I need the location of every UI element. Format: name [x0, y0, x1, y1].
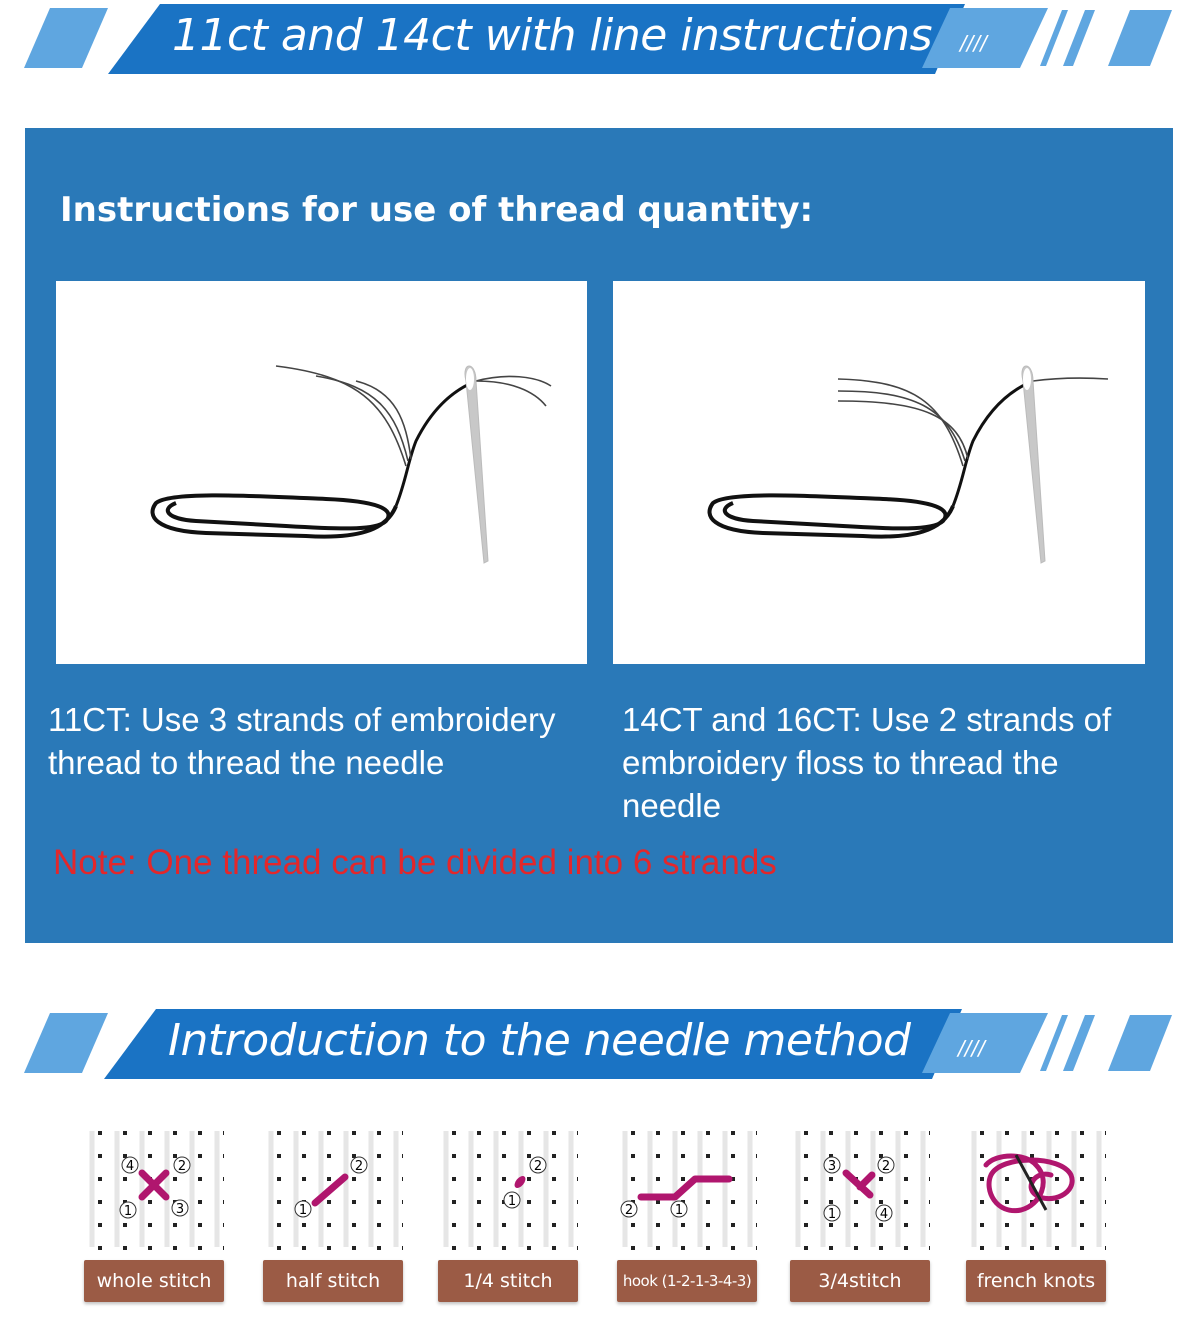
stitch-line	[641, 1179, 729, 1197]
stitch-label: hook (1-2-1-3-4-3)	[617, 1260, 757, 1302]
fabric-hole	[552, 1131, 556, 1135]
fabric-hole	[829, 1177, 833, 1181]
thread-main	[953, 381, 1033, 506]
fabric-hole	[804, 1223, 808, 1227]
fabric-hole	[1080, 1200, 1084, 1204]
fabric-hole	[352, 1223, 356, 1227]
fabric-hole	[756, 1131, 757, 1135]
fabric-hole	[879, 1131, 883, 1135]
fabric-hole	[327, 1177, 331, 1181]
fabric-hole	[98, 1154, 102, 1158]
fabric-hole	[452, 1223, 456, 1227]
thread-instructions-panel	[25, 128, 1173, 943]
fabric-hole	[706, 1223, 710, 1227]
mark-2	[878, 1157, 894, 1174]
fabric-hole	[552, 1154, 556, 1158]
fabric-hole	[731, 1223, 735, 1227]
fabric-hole	[198, 1200, 202, 1204]
fabric-hole	[854, 1246, 858, 1250]
fabric-hole	[1055, 1154, 1059, 1158]
fabric-hole	[804, 1154, 808, 1158]
fabric-hole	[706, 1200, 710, 1204]
whole-stitch-diagram-icon	[84, 1125, 224, 1255]
banner-slash	[1108, 1015, 1172, 1071]
fabric-hole	[980, 1154, 984, 1158]
fabric-hole	[98, 1131, 102, 1135]
french-knot-diagram-icon	[966, 1125, 1106, 1255]
stitch-quarter	[438, 1125, 578, 1303]
fabric-hole	[656, 1177, 660, 1181]
fabric-hole	[173, 1154, 177, 1158]
needle-icon	[1022, 366, 1045, 563]
banner-slash-text: ////	[960, 31, 987, 55]
svg-text:4: 4	[879, 1207, 889, 1222]
fabric-hole	[302, 1131, 306, 1135]
fabric-hole	[854, 1154, 858, 1158]
fabric-hole	[327, 1223, 331, 1227]
fabric-hole	[477, 1223, 481, 1227]
quarter-stitch-diagram-icon	[438, 1125, 578, 1255]
banner-slash-text: ////	[958, 1036, 985, 1060]
stitch-three-quarter	[790, 1125, 930, 1303]
fabric-hole	[929, 1131, 930, 1135]
fabric-hole	[1005, 1246, 1009, 1250]
fabric-hole	[731, 1131, 735, 1135]
needle-thread-2-strands-icon	[613, 281, 1145, 664]
fabric-hole	[527, 1223, 531, 1227]
fabric-hole	[1030, 1246, 1034, 1250]
fabric-hole	[98, 1246, 102, 1250]
svg-text:4: 4	[125, 1159, 135, 1174]
stitch-whole	[84, 1125, 224, 1303]
svg-text:1: 1	[507, 1194, 517, 1209]
mark-1	[120, 1202, 136, 1219]
fabric-hole	[929, 1223, 930, 1227]
fabric-hole	[577, 1154, 578, 1158]
fabric-hole	[879, 1223, 883, 1227]
fabric-hole	[1005, 1200, 1009, 1204]
fabric-hole	[1005, 1131, 1009, 1135]
fabric-hole	[502, 1177, 506, 1181]
fabric-hole	[173, 1131, 177, 1135]
svg-text:1: 1	[298, 1203, 308, 1218]
fabric-hole	[98, 1177, 102, 1181]
fabric-hole	[223, 1131, 224, 1135]
banner-slash	[1108, 10, 1172, 66]
strand	[1033, 378, 1108, 381]
fabric-hole	[577, 1223, 578, 1227]
fabric-hole	[706, 1246, 710, 1250]
strand	[356, 381, 411, 459]
fabric-hole	[552, 1200, 556, 1204]
fabric-hole	[656, 1246, 660, 1250]
fabric-hole	[929, 1154, 930, 1158]
fabric-hole	[477, 1177, 481, 1181]
svg-text:1: 1	[674, 1203, 684, 1218]
fabric-hole	[302, 1177, 306, 1181]
fabric-hole	[223, 1223, 224, 1227]
svg-text:1: 1	[123, 1204, 133, 1219]
fabric-hole	[477, 1131, 481, 1135]
fabric-hole	[148, 1154, 152, 1158]
fabric-hole	[402, 1177, 403, 1181]
fabric-hole	[879, 1200, 883, 1204]
fabric-hole	[452, 1177, 456, 1181]
fabric-hole	[277, 1177, 281, 1181]
fabric-hole	[173, 1177, 177, 1181]
fabric-hole	[123, 1177, 127, 1181]
fabric-hole	[527, 1246, 531, 1250]
fabric-hole	[631, 1246, 635, 1250]
stitch-label: whole stitch	[84, 1260, 224, 1302]
fabric-hole	[577, 1200, 578, 1204]
fabric-hole	[327, 1154, 331, 1158]
fabric-hole	[854, 1223, 858, 1227]
strand	[316, 376, 408, 461]
fabric-hole	[302, 1223, 306, 1227]
fabric-hole	[173, 1223, 177, 1227]
fabric-hole	[1030, 1131, 1034, 1135]
fabric-hole	[377, 1200, 381, 1204]
svg-text:3: 3	[827, 1159, 837, 1174]
fabric-hole	[402, 1131, 403, 1135]
fabric-hole	[1055, 1131, 1059, 1135]
mark-2	[174, 1157, 190, 1174]
banner-slash	[1063, 10, 1095, 66]
note-text: Note: One thread can be divided into 6 strands	[53, 843, 777, 882]
fabric-hole	[123, 1223, 127, 1227]
mark-1	[824, 1205, 840, 1222]
fabric-hole	[223, 1154, 224, 1158]
section-title: Introduction to the needle method	[168, 1015, 911, 1066]
fabric-hole	[929, 1246, 930, 1250]
header-banner	[0, 0, 1194, 80]
fabric-hole	[854, 1131, 858, 1135]
fabric-hole	[1080, 1177, 1084, 1181]
stitch-half	[263, 1125, 403, 1303]
fabric-hole	[577, 1246, 578, 1250]
fabric-hole	[277, 1131, 281, 1135]
mark-2	[351, 1157, 367, 1174]
needle-icon	[465, 366, 488, 563]
fabric-hole	[656, 1223, 660, 1227]
fabric-hole	[98, 1200, 102, 1204]
fabric-hole	[527, 1154, 531, 1158]
mark-3	[824, 1157, 840, 1174]
fabric-hole	[552, 1246, 556, 1250]
fabric-hole	[980, 1223, 984, 1227]
fabric-hole	[452, 1131, 456, 1135]
fabric-hole	[477, 1154, 481, 1158]
fabric-hole	[352, 1177, 356, 1181]
fabric-hole	[402, 1246, 403, 1250]
svg-text:3: 3	[175, 1202, 185, 1217]
fabric-hole	[879, 1177, 883, 1181]
fabric-hole	[1030, 1154, 1034, 1158]
fabric-hole	[656, 1131, 660, 1135]
fabric-hole	[980, 1200, 984, 1204]
fabric-hole	[452, 1154, 456, 1158]
fabric-hole	[148, 1131, 152, 1135]
fabric-hole	[804, 1246, 808, 1250]
illustration-14ct	[613, 281, 1145, 664]
fabric-hole	[527, 1200, 531, 1204]
stitch-label: 3/4stitch	[790, 1260, 930, 1302]
fabric-hole	[980, 1131, 984, 1135]
fabric-hole	[123, 1131, 127, 1135]
fabric-hole	[552, 1223, 556, 1227]
fabric-hole	[198, 1154, 202, 1158]
illustration-11ct	[56, 281, 587, 664]
fabric-hole	[731, 1154, 735, 1158]
fabric-hole	[1080, 1223, 1084, 1227]
fabric-hole	[452, 1200, 456, 1204]
fabric-hole	[377, 1131, 381, 1135]
fabric-hole	[223, 1200, 224, 1204]
strand	[476, 381, 546, 406]
fabric-hole	[904, 1246, 908, 1250]
fabric-hole	[148, 1223, 152, 1227]
fabric-hole	[1055, 1177, 1059, 1181]
panel-title: Instructions for use of thread quantity:	[60, 190, 814, 230]
mark-1	[504, 1192, 520, 1209]
fabric-hole	[1105, 1223, 1106, 1227]
fabric-hole	[829, 1223, 833, 1227]
stitch-line	[860, 1175, 872, 1187]
thread-coil	[710, 495, 953, 536]
fabric-hole	[631, 1223, 635, 1227]
section-banner	[0, 1005, 1194, 1085]
fabric-hole	[829, 1246, 833, 1250]
fabric-hole	[277, 1154, 281, 1158]
fabric-hole	[148, 1246, 152, 1250]
fabric-hole	[756, 1200, 757, 1204]
banner-slash	[1063, 1015, 1095, 1071]
fabric-hole	[302, 1154, 306, 1158]
fabric-hole	[854, 1200, 858, 1204]
fabric-hole	[198, 1177, 202, 1181]
mark-4	[876, 1205, 892, 1222]
thread-coil	[153, 495, 396, 536]
fabric-hole	[402, 1223, 403, 1227]
needle-eye	[1023, 368, 1031, 390]
fabric-hole	[904, 1154, 908, 1158]
fabric-hole	[631, 1177, 635, 1181]
fabric-hole	[552, 1177, 556, 1181]
fabric-hole	[656, 1200, 660, 1204]
fabric-hole	[352, 1200, 356, 1204]
fabric-hole	[929, 1200, 930, 1204]
svg-text:2: 2	[533, 1159, 543, 1174]
svg-text:2: 2	[881, 1159, 891, 1174]
fabric-hole	[502, 1246, 506, 1250]
fabric-hole	[756, 1246, 757, 1250]
fabric-hole	[1005, 1223, 1009, 1227]
fabric-hole	[980, 1246, 984, 1250]
fabric-hole	[904, 1223, 908, 1227]
fabric-hole	[377, 1154, 381, 1158]
fabric-hole	[681, 1246, 685, 1250]
stitch-french-knots	[966, 1125, 1106, 1303]
fabric-hole	[681, 1131, 685, 1135]
fabric-hole	[756, 1154, 757, 1158]
fabric-hole	[1055, 1200, 1059, 1204]
needle-thread-3-strands-icon	[56, 281, 587, 664]
fabric-hole	[631, 1154, 635, 1158]
fabric-hole	[1105, 1154, 1106, 1158]
hook-stitch-diagram-icon	[617, 1125, 757, 1255]
fabric-hole	[198, 1223, 202, 1227]
fabric-hole	[829, 1200, 833, 1204]
fabric-hole	[477, 1246, 481, 1250]
svg-text:2: 2	[624, 1203, 634, 1218]
mark-4	[122, 1157, 138, 1174]
fabric-hole	[148, 1200, 152, 1204]
fabric-hole	[1005, 1177, 1009, 1181]
stitch-label: half stitch	[263, 1260, 403, 1302]
fabric-hole	[756, 1223, 757, 1227]
fabric-hole	[527, 1131, 531, 1135]
fabric-hole	[706, 1131, 710, 1135]
fabric-hole	[1055, 1246, 1059, 1250]
fabric-hole	[377, 1246, 381, 1250]
fabric-hole	[527, 1177, 531, 1181]
svg-text:2: 2	[177, 1159, 187, 1174]
fabric-hole	[980, 1177, 984, 1181]
banner-left-stripe	[24, 8, 108, 68]
half-stitch-diagram-icon	[263, 1125, 403, 1255]
fabric-hole	[804, 1200, 808, 1204]
fabric-hole	[98, 1223, 102, 1227]
banner-slash	[1040, 1015, 1068, 1071]
fabric-hole	[706, 1154, 710, 1158]
fabric-hole	[277, 1200, 281, 1204]
stitch-label: french knots	[966, 1260, 1106, 1302]
caption-14ct: 14CT and 16CT: Use 2 strands of embroidery floss to thread the needle	[622, 701, 1112, 824]
fabric-hole	[402, 1154, 403, 1158]
fabric-hole	[681, 1223, 685, 1227]
fabric-hole	[731, 1246, 735, 1250]
fabric-hole	[352, 1246, 356, 1250]
fabric-hole	[502, 1223, 506, 1227]
fabric-hole	[904, 1200, 908, 1204]
needle-eye	[466, 368, 474, 390]
fabric-hole	[502, 1154, 506, 1158]
fabric-hole	[302, 1246, 306, 1250]
fabric-hole	[352, 1131, 356, 1135]
fabric-hole	[577, 1131, 578, 1135]
stitch-hook	[617, 1125, 757, 1303]
caption-11ct: 11CT: Use 3 strands of embroidery thread to thread the needle	[48, 701, 556, 781]
fabric-hole	[1080, 1246, 1084, 1250]
fabric-hole	[223, 1246, 224, 1250]
mark-3	[172, 1200, 188, 1217]
fabric-hole	[879, 1246, 883, 1250]
fabric-hole	[377, 1177, 381, 1181]
stitch-label: 1/4 stitch	[438, 1260, 578, 1302]
svg-text:2: 2	[354, 1159, 364, 1174]
fabric-hole	[631, 1131, 635, 1135]
fabric-hole	[327, 1200, 331, 1204]
fabric-hole	[681, 1154, 685, 1158]
fabric-hole	[223, 1177, 224, 1181]
fabric-hole	[1105, 1200, 1106, 1204]
svg-text:1: 1	[827, 1207, 837, 1222]
fabric-hole	[681, 1177, 685, 1181]
fabric-hole	[1105, 1131, 1106, 1135]
fabric-hole	[804, 1177, 808, 1181]
fabric-hole	[452, 1246, 456, 1250]
fabric-hole	[656, 1154, 660, 1158]
fabric-hole	[1055, 1223, 1059, 1227]
fabric-hole	[277, 1246, 281, 1250]
fabric-hole	[277, 1223, 281, 1227]
fabric-hole	[929, 1177, 930, 1181]
fabric-hole	[1105, 1246, 1106, 1250]
fabric-hole	[756, 1177, 757, 1181]
fabric-hole	[1105, 1177, 1106, 1181]
fabric-hole	[1080, 1154, 1084, 1158]
fabric-hole	[198, 1131, 202, 1135]
fabric-hole	[402, 1200, 403, 1204]
fabric-hole	[829, 1131, 833, 1135]
fabric-hole	[502, 1131, 506, 1135]
fabric-hole	[377, 1223, 381, 1227]
banner-slash	[1040, 10, 1068, 66]
fabric-hole	[173, 1246, 177, 1250]
fabric-hole	[327, 1131, 331, 1135]
fabric-hole	[577, 1177, 578, 1181]
fabric-hole	[1030, 1223, 1034, 1227]
fabric-hole	[477, 1200, 481, 1204]
fabric-hole	[327, 1246, 331, 1250]
banner-left-stripe	[24, 1013, 108, 1073]
fabric-hole	[198, 1246, 202, 1250]
page-title: 11ct and 14ct with line instructions	[172, 10, 932, 61]
fabric-hole	[731, 1200, 735, 1204]
fabric-hole	[804, 1131, 808, 1135]
fabric-hole	[904, 1177, 908, 1181]
fabric-hole	[1080, 1131, 1084, 1135]
fabric-hole	[123, 1246, 127, 1250]
fabric-hole	[904, 1131, 908, 1135]
three-quarter-stitch-diagram-icon	[790, 1125, 930, 1255]
